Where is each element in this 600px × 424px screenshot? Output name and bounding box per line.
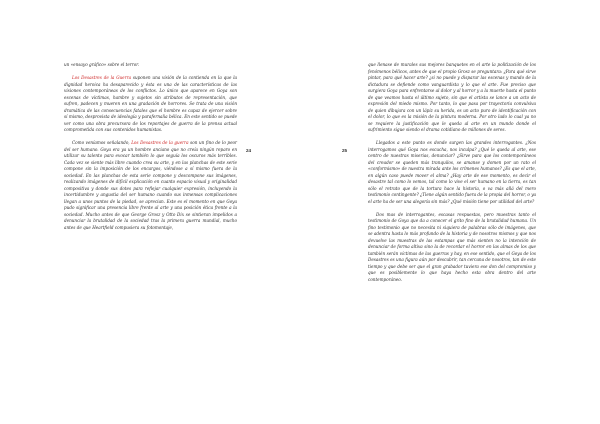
highlighted-title: Los Desastres de la Guerra <box>72 75 132 80</box>
text-run: son un fino de lo peor del ser humano. Goya era ya un hombre anciano que no creía ningún reparo en utilizar su talento para evocar también lo que seguía los oscuros más terribles. Cada vez se siente más libre cuando crea su arte, y en las planchas de este serie compone sin la imposición de los encargos, viéndose a sí mismo fuera de la sociedad. En las planchas de esta serie compone y descompone sus imágenes, realizando imágenes de difícil explicación en cuanto espacio visual y originalidad compositiva y donde sus dotes para reflejar cualquier expresión, incluyendo la incertidumbre y angustia del ser humano cuando sus inmensas complicaciones llegan a unos puntos de la piedad, se aprecian. Este es el momento en que Goya pudo significar una presencia libre frente al arte y una posición ética frente a la sociedad. Mucho antes de que George Grosz y Otto Dix se sintieran impelidos a denunciar la brutalidad de la sociedad tras la primera guerra mundial, mucho antes de que Heartfield compusiera su fotomontaje, <box>64 140 237 230</box>
paragraph <box>64 75 237 134</box>
text-run: Llegados a este punto es donde surgen las grandes interrogantes. ¿Nos interrogamos qué Goya nos escucha, nos inculpa? ¿Qué le queda al arte, ese centro de nuestras miserias, denunciar? ¿Sirve para que los contemporáneos del creador se queden más tranquilos, se amanse y domen por un rato el «conformismo» de nuestra mirada ante los crímenes humanos? ¿Es que el arte, en algún caso puede mover el alma? ¿Hay arte de ese momento, es decir el desastre tal como lo vemos, tal como lo vive el ser humano en la tierra, es tan sólo el retrato que de la tortura hace la historia, o va más allá del mero testimonio contingente? ¿Tiene algún sentido fuera de la propia del horror, o ya el arte ha de ser una alegoría sin más? ¿Qué misión tiene por utilidad del arte? <box>368 140 536 204</box>
text-run: un «ensayo gráfico» sobre el terror. <box>64 62 140 67</box>
text-run: Dos mas de interrogantes, escasas respuestas, pero muestras tanto el testimonio de Goya que da a conocer el grito fino de la brutalidad humana. Un fino testimonio que no necesita ni siquiera de palabras sólo de imágenes, que se adentra hasta lo más profundo de la historia y de nosotros mismos y que nos devuelve las muestras de las estampas que más sienten no la intención de denunciar de forma altiva sino la de recordar el horror en las almas de los que también serán víctimas de las guerras y hay, en ese sentido, que el Goya de los Desastres es una figura aún por descubrir, tan cercana de nosotros, tan de este tiempo y que debe ser que el gran grabador tuviera ese don del compromiso y que es posiblemente lo que haya hecho esta obra dentro del arte contemporáneo. <box>368 211 536 282</box>
paragraph <box>368 62 536 134</box>
page-number-left: 24 <box>246 148 252 153</box>
highlighted-title: Los Desastres de la guerra <box>131 140 189 145</box>
page-number-right: 25 <box>342 148 348 153</box>
paragraph <box>368 212 536 284</box>
text-run: que llenase de murales sus mejores banquetes en el arte la politización de los fenómenos bélicos, antes de que el propio Grosz se preguntara: ¿Para qué sirve pintar, para qué hacer arte? ¿si no puede y disparar las escenas y mando de la dictadura se defiende como vanguardista y lo que el arte. Fue preciso que surgiera Goya para enfrentarse al dolor y al horror y a la muerte hasta el punto de que veamos hasta el último sujeto, sin que el artista se lance a un acto de expresión del miedo mismo. Por tanto, lo que pasa por trayectoria convulsiva de quien dibujara con un lápiz su herida, es un acto puro de identificación con el dolor, lo que es la misión de la pintura moderna. Por otro lado lo cual ya no se requiere la justificación que le queda al arte en un mundo donde el sufrimiento sigue siendo el drama cotidiano de millones de seres. <box>368 62 536 132</box>
paragraph <box>64 140 237 231</box>
paragraph <box>368 140 536 205</box>
text-run: Como veníamos señalando, <box>72 140 132 145</box>
paragraph <box>64 62 237 69</box>
right-page <box>300 0 600 424</box>
text-run: suponen una visión de la contienda en la que la dignidad heroica ha desaparecido y ésta es una de las características de las visiones contemporáneas de los conflictos. Lo único que aparece en Goya son escenas de víctimas, hambre y sujetos sin atributos de representación, que sufren, padecen y mueren en una gradación de horrores. Se trata de una visión dramática de las consecuencias fatales que el hombre es capaz de ejercer sobre sí mismo, desprovista de ideología y parafernalia bélica. En este sentido se puede ver como una obra precursora de los reportajes de guerra de la prensa actual comprometida con sus contenidos humanistas. <box>64 75 237 132</box>
left-page-text <box>64 62 237 238</box>
right-page-text <box>368 62 536 290</box>
